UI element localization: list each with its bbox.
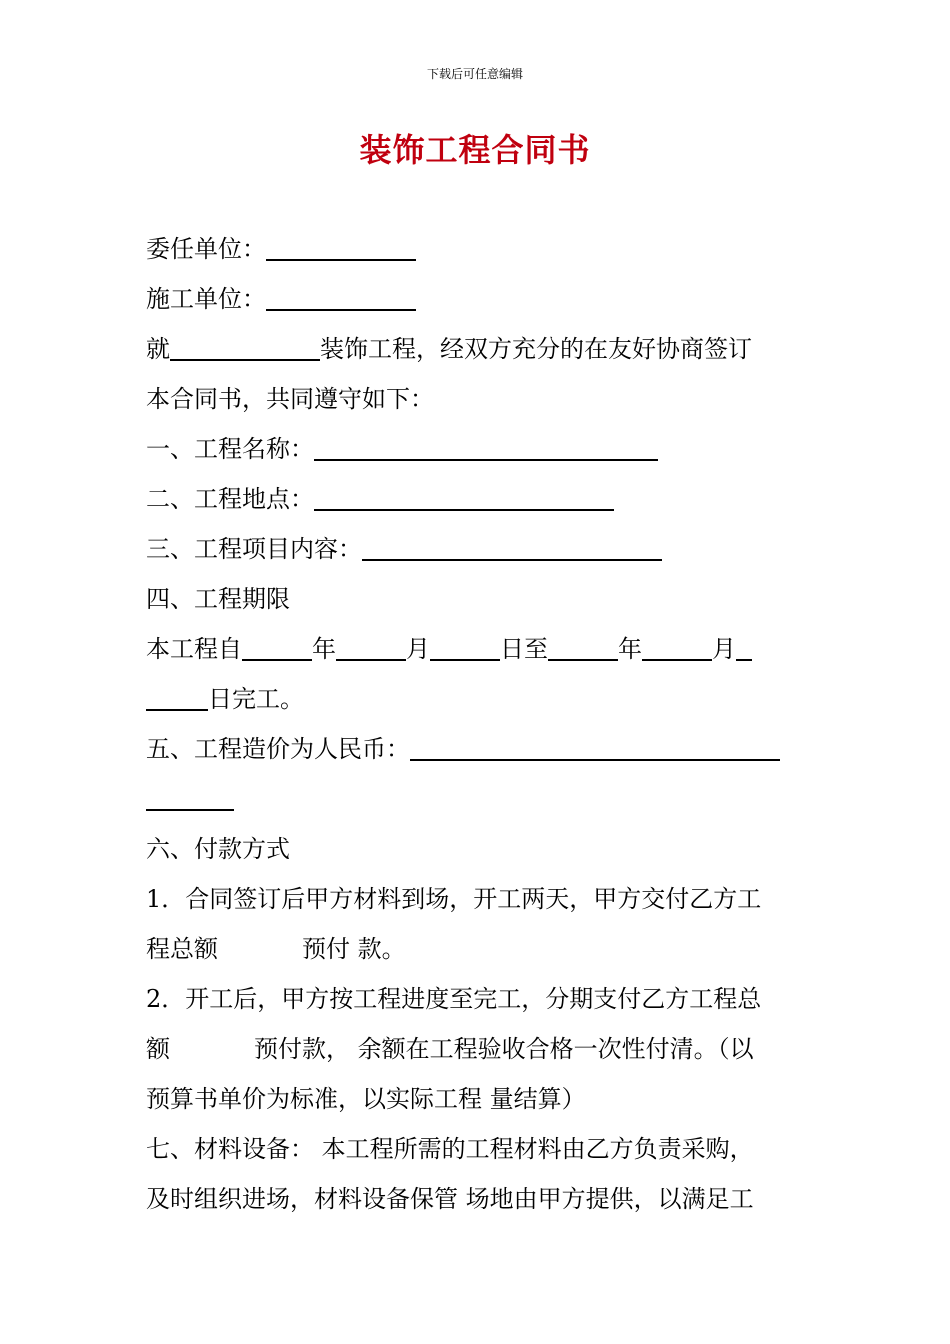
client-line bbox=[146, 224, 806, 274]
section-7-line-2 bbox=[146, 1174, 806, 1224]
payment-1-line-1 bbox=[146, 874, 806, 924]
document-title: 装饰工程合同书 bbox=[359, 131, 591, 169]
start-month-blank bbox=[336, 629, 406, 661]
payment-2-text-3: 预算书单价为标准，以实际工程 量结算） bbox=[146, 1085, 586, 1113]
project-blank bbox=[170, 329, 320, 361]
period-day-to: 日至 bbox=[500, 635, 548, 663]
end-month-blank bbox=[642, 629, 712, 661]
payment-2-text-2a: 额 bbox=[146, 1035, 170, 1063]
contractor-label: 施工单位： bbox=[146, 285, 266, 313]
section-4-label: 四、工程期限 bbox=[146, 585, 290, 613]
payment-1-line-2 bbox=[146, 924, 806, 974]
contractor-line bbox=[146, 274, 806, 324]
end-day-blank bbox=[146, 679, 208, 711]
payment-2-line-1 bbox=[146, 974, 806, 1024]
section-6-label: 六、付款方式 bbox=[146, 835, 290, 863]
period-year1: 年 bbox=[312, 635, 336, 663]
contractor-blank bbox=[266, 279, 416, 311]
intro-line2: 本合同书，共同遵守如下： bbox=[146, 385, 434, 413]
payment-2-text-1: 2．开工后，甲方按工程进度至完工，分期支付乙方工程总 bbox=[146, 985, 762, 1013]
section-7-line-1 bbox=[146, 1124, 806, 1174]
payment-1-text-1: 1．合同签订后甲方材料到场，开工两天，甲方交付乙方工 bbox=[146, 885, 762, 913]
price-blank bbox=[410, 729, 780, 761]
section-7-text-1: 七、材料设备： 本工程所需的工程材料由乙方负责采购， bbox=[146, 1135, 754, 1163]
payment-2-line-2 bbox=[146, 1024, 806, 1074]
intro-suffix: 装饰工程，经双方充分的在友好协商签订 bbox=[320, 335, 752, 363]
start-year-blank bbox=[242, 629, 312, 661]
payment-2-text-2b: 预付款， 余额在工程验收合格一次性付清。（以 bbox=[254, 1035, 754, 1063]
client-label: 委任单位： bbox=[146, 235, 266, 263]
intro-line-2 bbox=[146, 374, 806, 424]
end-day-blank-start bbox=[736, 629, 752, 661]
header-note: 下载后可任意编辑 bbox=[426, 67, 523, 81]
section-1-line bbox=[146, 424, 806, 474]
period-month1: 月 bbox=[406, 635, 430, 663]
period-month2: 月 bbox=[712, 635, 736, 663]
project-content-blank bbox=[362, 529, 662, 561]
project-name-blank bbox=[314, 429, 658, 461]
project-location-blank bbox=[314, 479, 614, 511]
price-blank-continued bbox=[146, 779, 234, 811]
intro-line-1 bbox=[146, 324, 806, 374]
end-year-blank bbox=[548, 629, 618, 661]
section-3-label: 三、工程项目内容： bbox=[146, 535, 362, 563]
section-5-label: 五、工程造价为人民币： bbox=[146, 735, 410, 763]
section-5-line bbox=[146, 724, 806, 774]
payment-1-text-2b: 预付 款。 bbox=[302, 935, 406, 963]
payment-2-line-3 bbox=[146, 1074, 806, 1124]
period-prefix: 本工程自 bbox=[146, 635, 242, 663]
period-year2: 年 bbox=[618, 635, 642, 663]
section-4-line bbox=[146, 574, 806, 624]
period-end-line bbox=[146, 674, 806, 724]
start-day-blank bbox=[430, 629, 500, 661]
section-1-label: 一、工程名称： bbox=[146, 435, 314, 463]
payment-1-text-2a: 程总额 bbox=[146, 935, 218, 963]
section-6-line bbox=[146, 824, 806, 874]
contract-body bbox=[146, 224, 806, 1224]
section-7-text-2: 及时组织进场，材料设备保管 场地由甲方提供，以满足工 bbox=[146, 1185, 754, 1213]
section-2-label: 二、工程地点： bbox=[146, 485, 314, 513]
intro-prefix: 就 bbox=[146, 335, 170, 363]
client-blank bbox=[266, 229, 416, 261]
price-continue-line bbox=[146, 774, 806, 824]
section-2-line bbox=[146, 474, 806, 524]
section-3-line bbox=[146, 524, 806, 574]
period-end: 日完工。 bbox=[208, 685, 304, 713]
period-line bbox=[146, 624, 806, 674]
